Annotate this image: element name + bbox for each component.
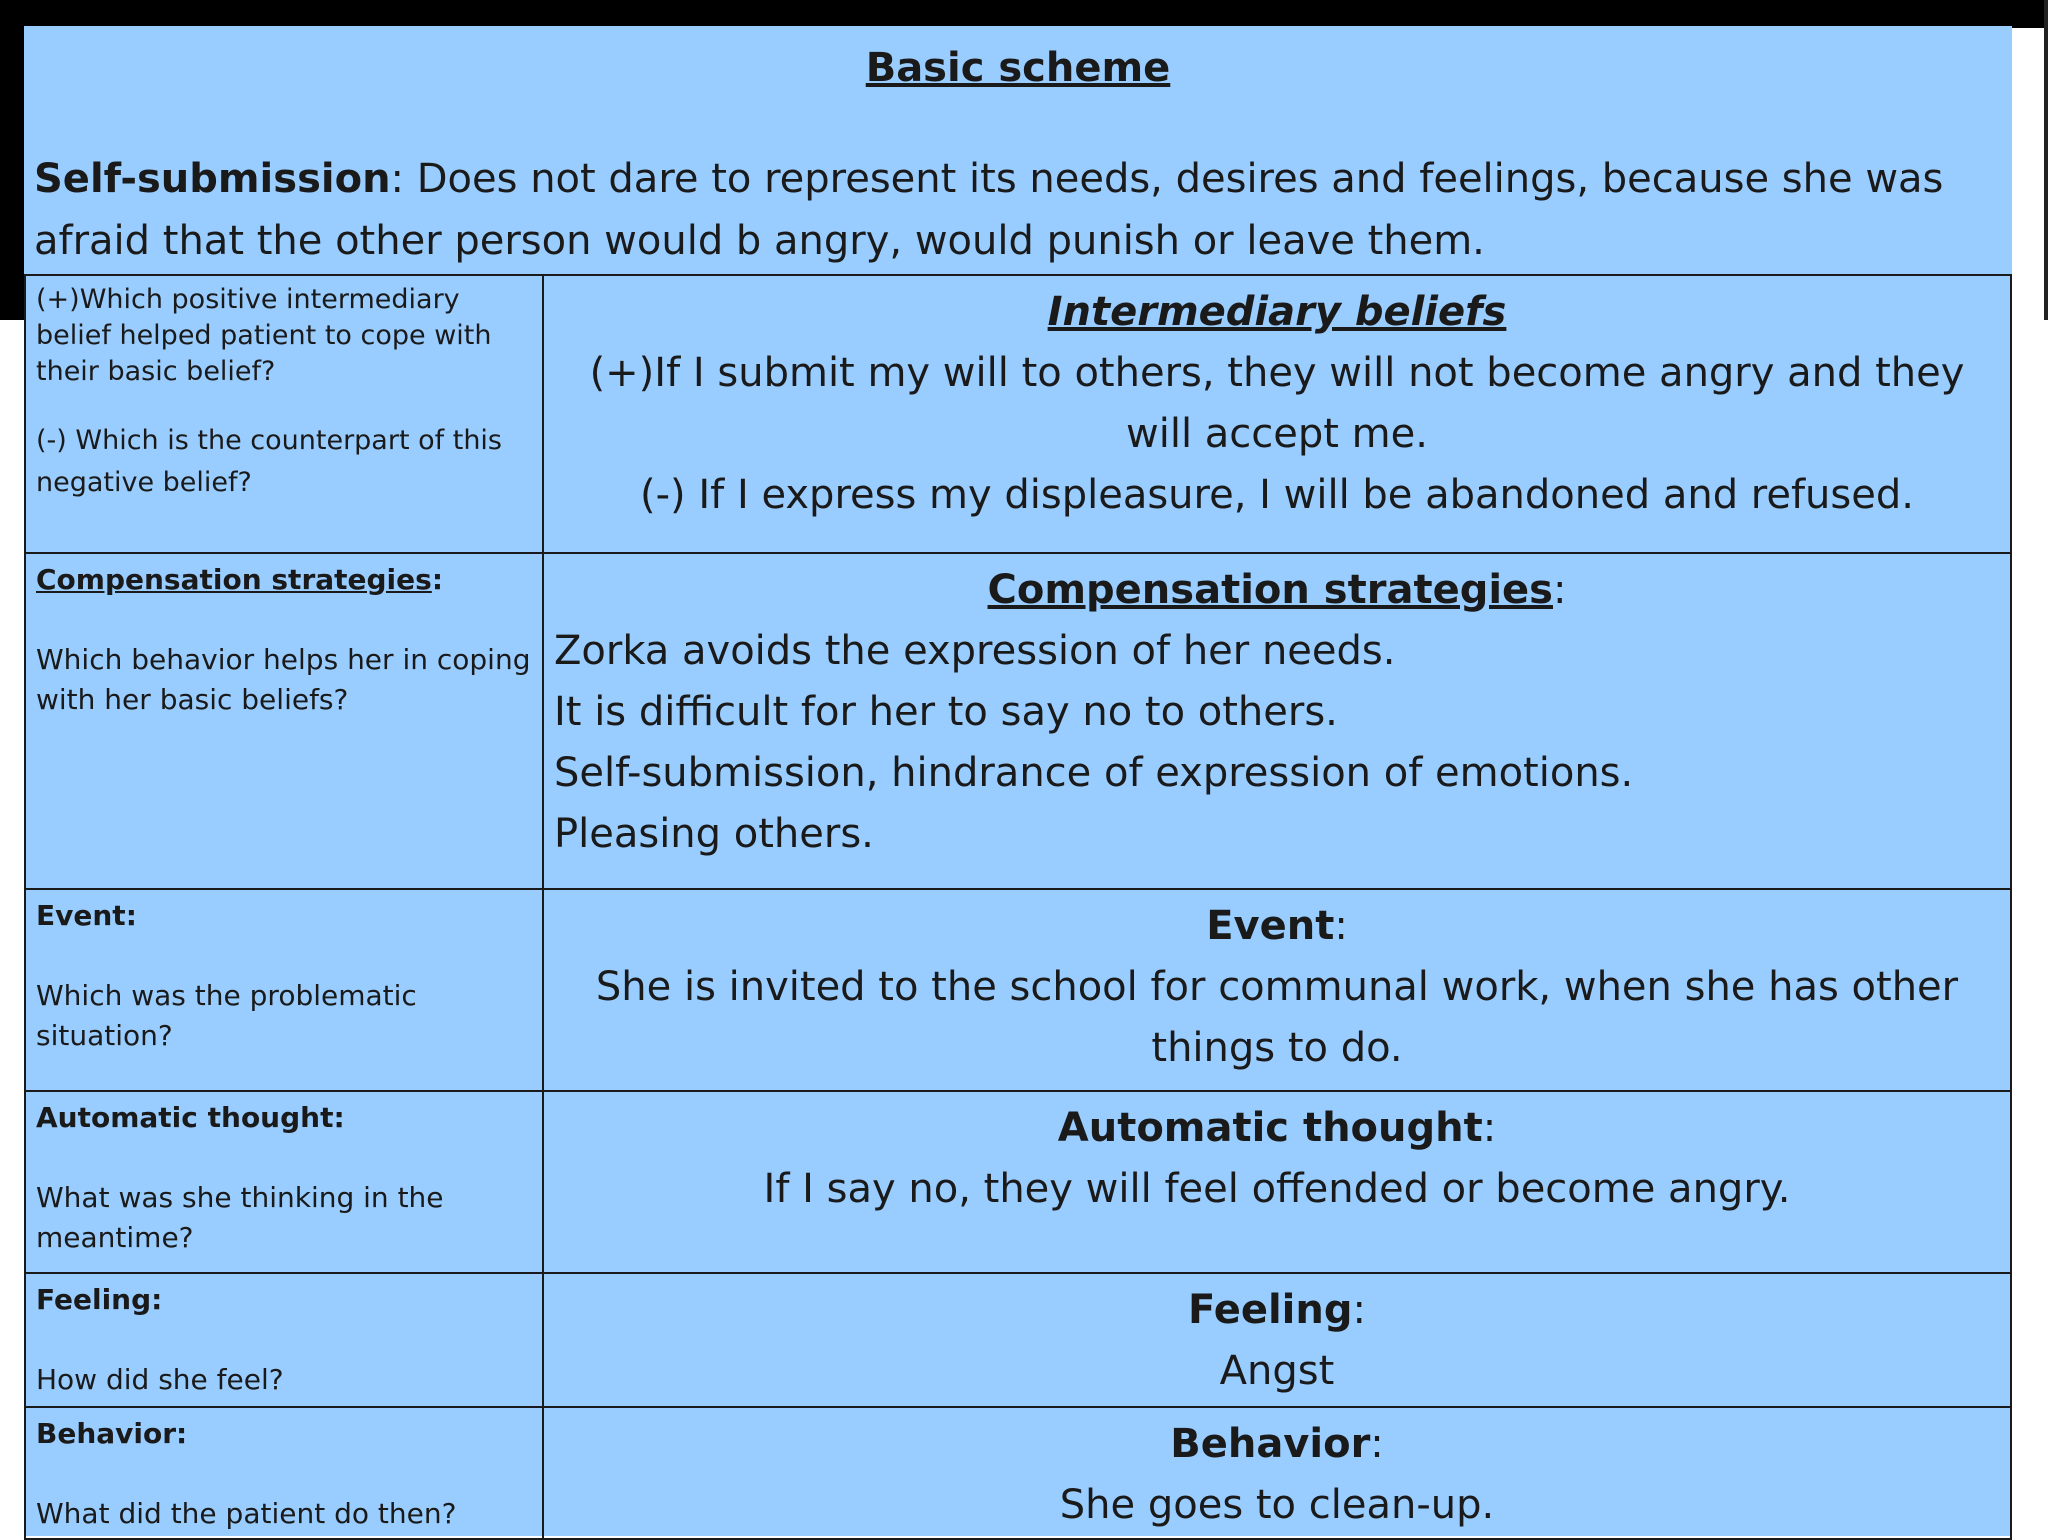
question-cell-feeling [25, 1273, 543, 1407]
table-row-behavior [25, 1407, 2011, 1539]
answer-title-feeling [554, 1280, 2000, 1341]
slide-panel [24, 26, 2012, 1536]
answer-title-compensation-strategies [554, 560, 2000, 621]
answer-title-automatic-thought-suffix: : [1482, 1105, 1497, 1151]
answer-compensation-line-3: Self-submission, hindrance of expression of emotions. [554, 750, 1634, 796]
answer-compensation-line-2: It is difficult for her to say no to others. [554, 689, 1338, 735]
answer-negative-belief: (-) If I express my displeasure, I will be abandoned and refused. [640, 472, 1914, 518]
basic-belief-separator: : [390, 156, 417, 202]
slide-title: Basic scheme [865, 45, 1171, 91]
question-text-event: Which was the problematic situation? [36, 979, 417, 1052]
question-cell-compensation-strategies [25, 553, 543, 889]
table-row-compensation-strategies [25, 553, 2011, 889]
answer-cell-feeling [543, 1273, 2011, 1407]
answer-title-event-suffix: : [1334, 903, 1348, 949]
answer-compensation-line-1: Zorka avoids the expression of her needs. [554, 628, 1396, 674]
question-heading-feeling: Feeling: [36, 1283, 163, 1316]
question-cell-intermediary-beliefs [25, 275, 543, 553]
question-heading-compensation-strategies [36, 560, 532, 600]
question-positive: (+)Which positive intermediary belief helped patient to cope with their basic belief? [36, 284, 492, 387]
answer-cell-automatic-thought [543, 1091, 2011, 1273]
answer-title-behavior-text: Behavior [1170, 1421, 1371, 1467]
answer-title-event-text: Event [1206, 903, 1335, 949]
answer-title-feeling-text: Feeling [1188, 1287, 1353, 1333]
answer-cell-compensation-strategies [543, 553, 2011, 889]
answer-feeling-line: Angst [1219, 1348, 1335, 1394]
table-row-event [25, 889, 2011, 1091]
table-row-feeling [25, 1273, 2011, 1407]
answer-cell-behavior [543, 1407, 2011, 1539]
answer-compensation-line-4: Pleasing others. [554, 811, 874, 857]
question-heading-compensation-strategies-suffix: : [431, 563, 444, 596]
answer-automatic-thought-line: If I say no, they will feel offended or become angry. [763, 1166, 1791, 1212]
basic-belief [34, 148, 1994, 272]
answer-behavior-line: She goes to clean-up. [1059, 1482, 1495, 1528]
answer-title-feeling-suffix: : [1352, 1287, 1366, 1333]
answer-title-compensation-strategies-suffix: : [1552, 567, 1567, 613]
question-heading-automatic-thought: Automatic thought: [36, 1101, 345, 1134]
answer-title-behavior-suffix: : [1370, 1421, 1384, 1467]
top-black-bar [0, 0, 2048, 28]
question-text-behavior: What did the patient do then? [36, 1497, 457, 1530]
question-heading-behavior: Behavior: [36, 1417, 188, 1450]
scheme-table [24, 274, 2012, 1540]
question-text-feeling: How did she feel? [36, 1363, 284, 1396]
question-cell-event [25, 889, 543, 1091]
slide-header [24, 26, 2012, 274]
answer-title-behavior [554, 1414, 2000, 1475]
answer-cell-intermediary-beliefs [543, 275, 2011, 553]
left-black-bar [0, 0, 26, 320]
question-text-automatic-thought: What was she thinking in the meantime? [36, 1181, 444, 1254]
answer-positive-belief: (+)If I submit my will to others, they will not become angry and they will accept me. [589, 350, 1965, 457]
answer-event-line: She is invited to the school for communal work, when she has other things to do. [595, 964, 1959, 1071]
table-row-automatic-thought [25, 1091, 2011, 1273]
question-heading-event: Event: [36, 899, 137, 932]
right-dark-edge [2044, 0, 2048, 320]
question-text-compensation-strategies: Which behavior helps her in coping with her basic beliefs? [36, 643, 531, 716]
basic-belief-label: Self-submission [34, 156, 391, 202]
question-cell-behavior [25, 1407, 543, 1539]
question-heading-compensation-strategies-text: Compensation strategies [36, 563, 432, 596]
answer-title-compensation-strategies-text: Compensation strategies [987, 567, 1553, 613]
answer-title-event [554, 896, 2000, 957]
answer-title-intermediary-beliefs: Intermediary beliefs [1047, 289, 1507, 335]
table-row-intermediary-beliefs [25, 275, 2011, 553]
answer-title-automatic-thought-text: Automatic thought [1057, 1105, 1483, 1151]
basic-belief-text: Does not dare to represent its needs, desires and feelings, because she was afraid that the other person would b angry, would punish or leave them. [34, 156, 1944, 264]
question-negative: (-) Which is the counterpart of this negative belief? [36, 425, 503, 498]
question-cell-automatic-thought [25, 1091, 543, 1273]
answer-title-automatic-thought [554, 1098, 2000, 1159]
answer-cell-event [543, 889, 2011, 1091]
